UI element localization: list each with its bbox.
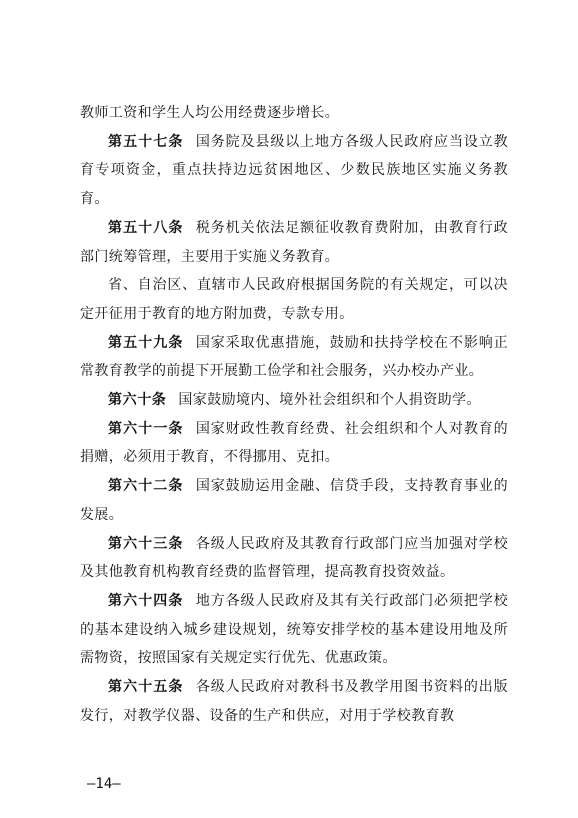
article-heading: 第五十八条 — [108, 219, 184, 236]
page-number: —14— — [87, 776, 121, 792]
article-heading: 第六十二条 — [108, 478, 184, 495]
article-60 — [80, 386, 508, 415]
article-65 — [80, 673, 508, 730]
article-text: 各级人民政府及其教育行政部门应当加强对学校及其他教育机构教育经费的监督管理，提高教育投资效益。 — [80, 535, 508, 581]
body-text — [80, 99, 508, 730]
article-heading: 第五十九条 — [108, 334, 184, 351]
article-63 — [80, 530, 508, 587]
article-59 — [80, 329, 508, 386]
article-heading: 第六十三条 — [108, 535, 184, 552]
article-heading: 第六十四条 — [108, 592, 184, 609]
article-text: 国家鼓励运用金融、信贷手段，支持教育事业的发展。 — [80, 478, 508, 523]
paragraph-text: 省、自治区、直辖市人民政府根据国务院的有关规定，可以决定开征用于教育的地方附加费，专款专用。 — [80, 277, 508, 322]
article-62 — [80, 472, 508, 529]
article-heading: 第五十七条 — [108, 133, 184, 150]
article-58 — [80, 214, 508, 271]
paragraph — [80, 99, 508, 128]
article-text: 国务院及县级以上地方各级人民政府应当设立教育专项资金，重点扶持边远贫困地区、少数民族地区实施义务教育。 — [80, 133, 508, 208]
paragraph-text: 教师工资和学生人均公用经费逐步增长。 — [80, 105, 340, 121]
article-text: 国家财政性教育经费、社会组织和个人对教育的捐赠，必须用于教育，不得挪用、克扣。 — [80, 420, 508, 466]
article-61 — [80, 415, 508, 472]
article-text: 税务机关依法足额征收教育费附加，由教育行政部门统筹管理，主要用于实施义务教育。 — [80, 219, 508, 265]
article-heading: 第六十一条 — [108, 420, 184, 437]
article-text: 地方各级人民政府及其有关行政部门必须把学校的基本建设纳入城乡建设规划，统筹安排学校的基本建设用地及所需物资，按照国家有关规定实行优先、优惠政策。 — [80, 592, 508, 667]
article-57 — [80, 128, 508, 214]
article-text: 国家鼓励境内、境外社会组织和个人捐资助学。 — [178, 392, 481, 409]
article-text: 各级人民政府对教科书及教学用图书资料的出版发行，对教学仪器、设备的生产和供应，对用于学校教育教 — [80, 679, 508, 724]
paragraph — [80, 271, 508, 328]
article-heading: 第六十五条 — [108, 679, 184, 696]
article-text: 国家采取优惠措施，鼓励和扶持学校在不影响正常教育教学的前提下开展勤工俭学和社会服务，兴办校办产业。 — [80, 334, 508, 380]
article-heading: 第六十条 — [108, 392, 167, 409]
article-64 — [80, 587, 508, 673]
